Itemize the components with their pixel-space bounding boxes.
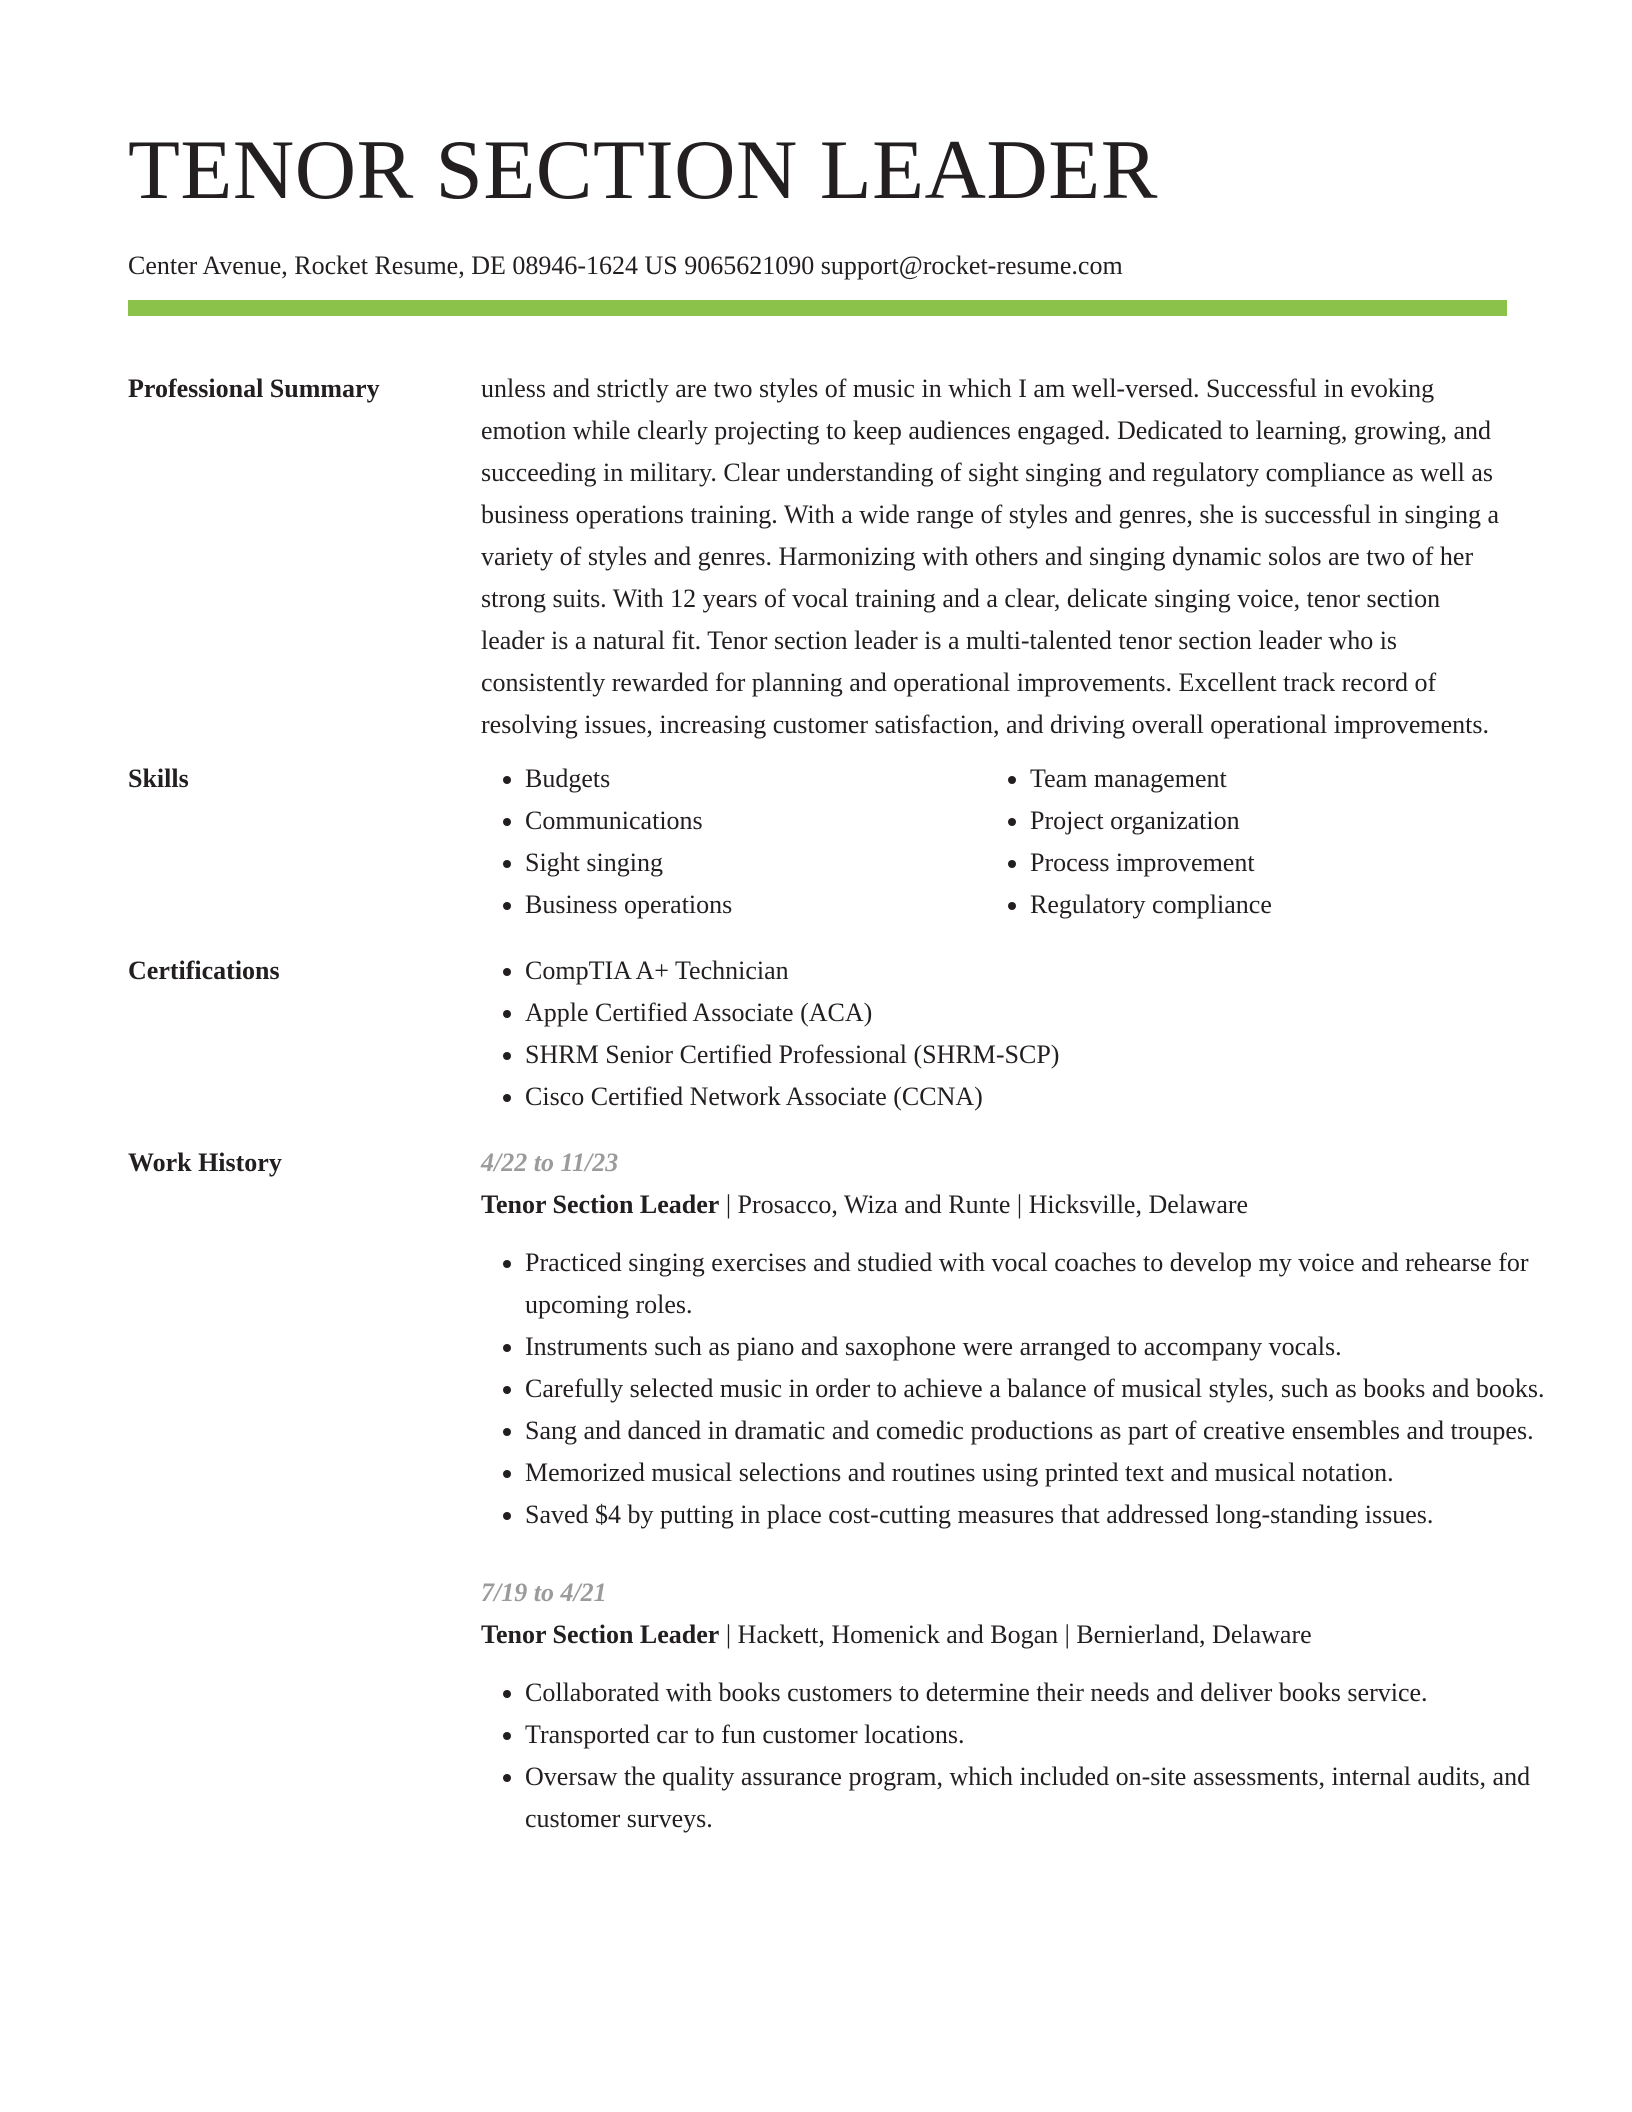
certifications-heading: Certifications (128, 956, 280, 985)
job-bullet: • Saved $4 by putting in place cost-cutting measures that addressed long-standing issues. (525, 1494, 1551, 1536)
job-company-location: | Prosacco, Wiza and Runte | Hicksville, Delaware (719, 1190, 1249, 1219)
skill-item: • Business operations (525, 884, 986, 926)
certification-item: • SHRM Senior Certified Professional (SHRM-SCP) (525, 1034, 1507, 1076)
job-bullet: • Instruments such as piano and saxophone were arranged to accompany vocals. (525, 1326, 1551, 1368)
job-title: Tenor Section Leader (481, 1190, 720, 1219)
skills-list-left (481, 758, 986, 926)
job-dates: 7/19 to 4/21 (481, 1578, 607, 1607)
certification-item: • Cisco Certified Network Associate (CCNA) (525, 1076, 1507, 1118)
job-entry (481, 1142, 1551, 1536)
job-company-location: | Hackett, Homenick and Bogan | Bernierland, Delaware (719, 1620, 1312, 1649)
certification-item: • Apple Certified Associate (ACA) (525, 992, 1507, 1034)
job-bullet: • Carefully selected music in order to achieve a balance of musical styles, such as books and books. (525, 1368, 1551, 1410)
skill-item: • Team management (1030, 758, 1491, 800)
job-bullet: • Sang and danced in dramatic and comedic productions as part of creative ensembles and troupes. (525, 1410, 1551, 1452)
job-bullet: • Transported car to fun customer locations. (525, 1714, 1551, 1756)
job-bullet: • Practiced singing exercises and studied with vocal coaches to develop my voice and rehearse for upcoming roles. (525, 1242, 1551, 1326)
job-bullet: • Oversaw the quality assurance program, which included on-site assessments, internal audits, and customer surveys. (525, 1756, 1551, 1840)
resume-name: TENOR SECTION LEADER (128, 123, 1158, 217)
skill-item: • Sight singing (525, 842, 986, 884)
work-history-heading: Work History (128, 1148, 282, 1177)
skill-item: • Process improvement (1030, 842, 1491, 884)
job-title-line (481, 1614, 1551, 1656)
summary-heading: Professional Summary (128, 374, 380, 403)
skills-list-right (986, 758, 1491, 926)
job-bullets (481, 1242, 1551, 1536)
accent-divider (128, 300, 1507, 316)
contact-address: Center Avenue, Rocket Resume, DE 08946-1624 US (128, 251, 678, 280)
contact-email[interactable]: support@rocket-resume.com (820, 251, 1123, 280)
skills-heading: Skills (128, 764, 189, 793)
summary-section (128, 368, 1507, 746)
contact-line (128, 248, 1507, 284)
skills-section (128, 758, 1507, 926)
contact-phone: 9065621090 (684, 251, 815, 280)
job-bullet: • Collaborated with books customers to determine their needs and deliver books service. (525, 1672, 1551, 1714)
skill-item: • Regulatory compliance (1030, 884, 1491, 926)
certifications-list (481, 950, 1507, 1118)
job-bullets (481, 1672, 1551, 1840)
skill-item: • Project organization (1030, 800, 1491, 842)
job-bullet: • Memorized musical selections and routines using printed text and musical notation. (525, 1452, 1551, 1494)
job-entry (481, 1572, 1551, 1840)
work-history-section (128, 1142, 1545, 1840)
skill-item: • Communications (525, 800, 986, 842)
summary-text: unless and strictly are two styles of music in which I am well-versed. Successful in evoking emotion while clearly projecting to keep audiences engaged. Dedicated to learning, growing, and succeeding in military. Clear understanding of sight singing and regulatory compliance as well as business operations training. With a wide range of styles and genres, she is successful in singing a variety of styles and genres. Harmonizing with others and singing dynamic solos are two of her strong suits. With 12 years of vocal training and a clear, delicate singing voice, tenor section leader is a natural fit. Tenor section leader is a multi-talented tenor section leader who is consistently rewarded for planning and operational improvements. Excellent track record of resolving issues, increasing customer satisfaction, and driving overall operational improvements. (481, 374, 1500, 739)
job-dates: 4/22 to 11/23 (481, 1148, 619, 1177)
skill-item: • Budgets (525, 758, 986, 800)
job-title: Tenor Section Leader (481, 1620, 720, 1649)
job-title-line (481, 1184, 1551, 1226)
certifications-section (128, 950, 1507, 1118)
certification-item: • CompTIA A+ Technician (525, 950, 1507, 992)
